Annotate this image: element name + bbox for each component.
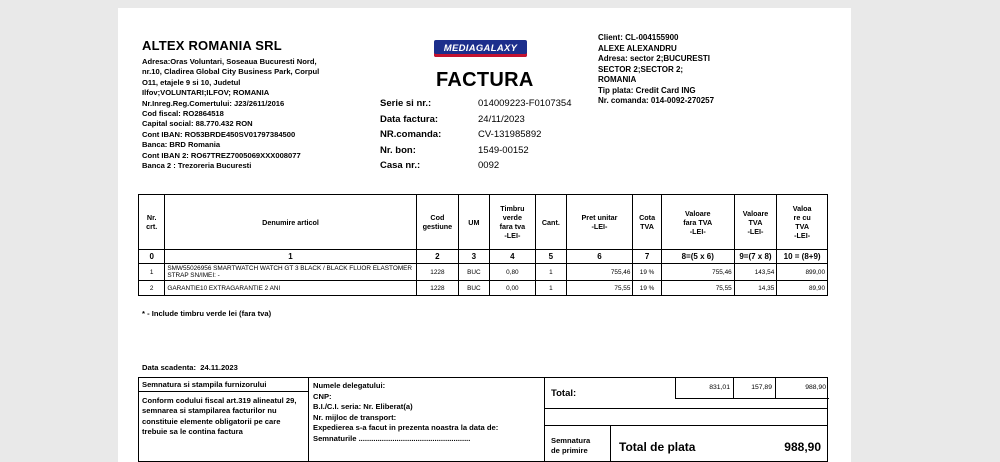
- meta-label: Data factura:: [380, 113, 439, 125]
- invoice-footer: [138, 377, 828, 462]
- media-galaxy-logo: MEDIAGALAXY: [434, 40, 527, 57]
- invoice-meta: [380, 98, 572, 176]
- supplier-name: ALTEX ROMANIA SRL: [142, 38, 282, 53]
- meta-row: [380, 114, 572, 130]
- index-cell: 0: [139, 250, 165, 264]
- cell-cota: 19 %: [633, 281, 661, 296]
- total-without-vat: 831,01: [675, 378, 733, 399]
- cell-denumire: GARANTIE10 EXTRAGARANTIE 2 ANI: [165, 281, 416, 296]
- invoice-page: [118, 8, 851, 462]
- cell-timbru: 0,80: [489, 264, 536, 281]
- table-row: [139, 281, 828, 296]
- meta-row: [380, 98, 572, 114]
- index-cell: 3: [459, 250, 489, 264]
- col-header: Pret unitar -LEI-: [566, 195, 633, 250]
- client-line: Client: CL-004155900: [598, 33, 679, 42]
- receipt-signature: Semnatura de primire: [545, 425, 611, 461]
- client-line: Tip plata: Credit Card ING: [598, 85, 696, 95]
- index-cell: 2: [416, 250, 459, 264]
- delegate-line: Numele delegatului:: [313, 381, 386, 390]
- delegate-box: [309, 378, 545, 461]
- supplier-details: [142, 57, 372, 171]
- cell-pret: 75,55: [566, 281, 633, 296]
- table-row: [139, 264, 828, 281]
- grand-total-box: [611, 425, 827, 461]
- supplier-line: Nr.Inreg.Reg.Comertului: J23/2611/2016: [142, 98, 285, 108]
- delegate-line: Semnaturile .....................................................: [313, 433, 471, 443]
- col-header: Valoa re cu TVA -LEI-: [777, 195, 828, 250]
- header-row: [139, 195, 828, 250]
- cell-pret: 755,46: [566, 264, 633, 281]
- supplier-line: Banca: BRD Romania: [142, 140, 221, 150]
- cell-nr: 1: [139, 264, 165, 281]
- due-date: [142, 363, 238, 372]
- grand-total-value: 988,90: [784, 440, 821, 454]
- cell-cant: 1: [536, 264, 566, 281]
- meta-row: [380, 129, 572, 145]
- cell-cod: 1228: [416, 281, 459, 296]
- cell-cota: 19 %: [633, 264, 661, 281]
- client-line: ROMANIA: [598, 75, 637, 84]
- index-cell: 8=(5 x 6): [661, 250, 734, 264]
- grand-total-label: Total de plata: [619, 440, 696, 454]
- meta-value: CV-131985892: [478, 129, 542, 140]
- cell-um: BUC: [459, 281, 489, 296]
- supplier-line: Cod fiscal: RO2864518: [142, 109, 224, 119]
- col-header: Denumire articol: [165, 195, 416, 250]
- delegate-line: Expedierea s-a facut in prezenta noastra la data de:: [313, 423, 499, 433]
- cell-val-fara: 755,46: [661, 264, 734, 281]
- col-header: Nr. crt.: [139, 195, 165, 250]
- col-header: Timbru verde fara tva -LEI-: [489, 195, 536, 250]
- due-label: Data scadenta:: [142, 363, 197, 372]
- meta-value: 0092: [478, 160, 500, 171]
- total-label: Total:: [551, 388, 577, 399]
- cell-denumire: SMW55026956 SMARTWATCH WATCH GT 3 BLACK / BLACK FLUOR ELASTOMER STRAP SN/IMEI: -: [165, 264, 416, 281]
- index-cell: 5: [536, 250, 566, 264]
- delegate-line: CNP:: [313, 391, 332, 401]
- supplier-line: nr.10, Cladirea Global City Business Park, Corpul: [142, 67, 320, 77]
- cell-val-fara: 75,55: [661, 281, 734, 296]
- index-cell: 7: [633, 250, 661, 264]
- totals-box: [545, 378, 827, 461]
- cell-val-tva: 143,54: [734, 264, 777, 281]
- col-header: Cant.: [536, 195, 566, 250]
- cell-val-tva: 14,35: [734, 281, 777, 296]
- meta-label: Serie si nr.:: [380, 98, 432, 109]
- fiscal-code-note: Conform codului fiscal art.319 alineatul 29, semnarea si stampilarea facturilor nu constituie elemente obligatorii pe care trebuie sa le contina factura: [142, 396, 297, 437]
- cell-cod: 1228: [416, 264, 459, 281]
- index-cell: 9=(7 x 8): [734, 250, 777, 264]
- col-header: Cota TVA: [633, 195, 661, 250]
- cell-val-cu: 89,90: [777, 281, 828, 296]
- index-cell: 6: [566, 250, 633, 264]
- col-header: Valoare fara TVA -LEI-: [661, 195, 734, 250]
- supplier-line: Banca 2 : Trezoreria Bucuresti: [142, 161, 252, 171]
- meta-row: [380, 145, 572, 161]
- supplier-line: O11, etajele 9 si 10, Judetul: [142, 77, 241, 87]
- col-header: Cod gestiune: [416, 195, 459, 250]
- cell-nr: 2: [139, 281, 165, 296]
- green-stamp-note: * - Include timbru verde lei (fara tva): [142, 309, 272, 318]
- index-cell: 4: [489, 250, 536, 264]
- supplier-line: Adresa:Oras Voluntari, Soseaua Bucuresti Nord,: [142, 57, 317, 66]
- meta-value: 014009223-F0107354: [478, 98, 572, 109]
- total-vat: 157,89: [733, 378, 775, 399]
- meta-value: 24/11/2023: [478, 113, 525, 125]
- supplier-line: Cont IBAN: RO53BRDE450SV01797384500: [142, 129, 296, 139]
- client-line: Adresa: sector 2;BUCURESTI: [598, 54, 711, 63]
- client-details: [598, 33, 714, 107]
- meta-row: [380, 160, 572, 176]
- meta-label: Nr. bon:: [380, 144, 416, 156]
- cell-um: BUC: [459, 264, 489, 281]
- delegate-line: B.I./C.I. seria: Nr. Eliberat(a): [313, 402, 413, 412]
- index-row: [139, 250, 828, 264]
- delegate-line: Nr. mijloc de transport:: [313, 412, 397, 422]
- index-cell: 1: [165, 250, 416, 264]
- cell-timbru: 0,00: [489, 281, 536, 296]
- supplier-signature-box: [139, 378, 309, 461]
- client-line: Nr. comanda: 014-0092-270257: [598, 96, 715, 105]
- supplier-line: Cont IBAN 2: RO67TREZ7005069XXX008077: [142, 150, 301, 160]
- meta-value: 1549-00152: [478, 144, 529, 156]
- supplier-signature-title: Semnatura si stampila furnizorului: [139, 378, 308, 392]
- supplier-line: Capital social: 88.770.432 RON: [142, 119, 253, 129]
- client-line: SECTOR 2;SECTOR 2;: [598, 64, 684, 74]
- meta-label: NR.comanda:: [380, 129, 442, 140]
- index-cell: 10 = (8+9): [777, 250, 828, 264]
- cell-val-cu: 899,00: [777, 264, 828, 281]
- col-header: UM: [459, 195, 489, 250]
- document-title: FACTURA: [436, 69, 534, 91]
- supplier-line: Ilfov;VOLUNTARI;ILFOV; ROMANIA: [142, 88, 270, 98]
- items-table: [138, 194, 828, 296]
- cell-cant: 1: [536, 281, 566, 296]
- meta-label: Casa nr.:: [380, 160, 421, 171]
- client-line: ALEXE ALEXANDRU: [598, 43, 677, 53]
- col-header: Valoare TVA -LEI-: [734, 195, 777, 250]
- due-value: 24.11.2023: [200, 363, 238, 372]
- total-with-vat: 988,90: [775, 378, 829, 399]
